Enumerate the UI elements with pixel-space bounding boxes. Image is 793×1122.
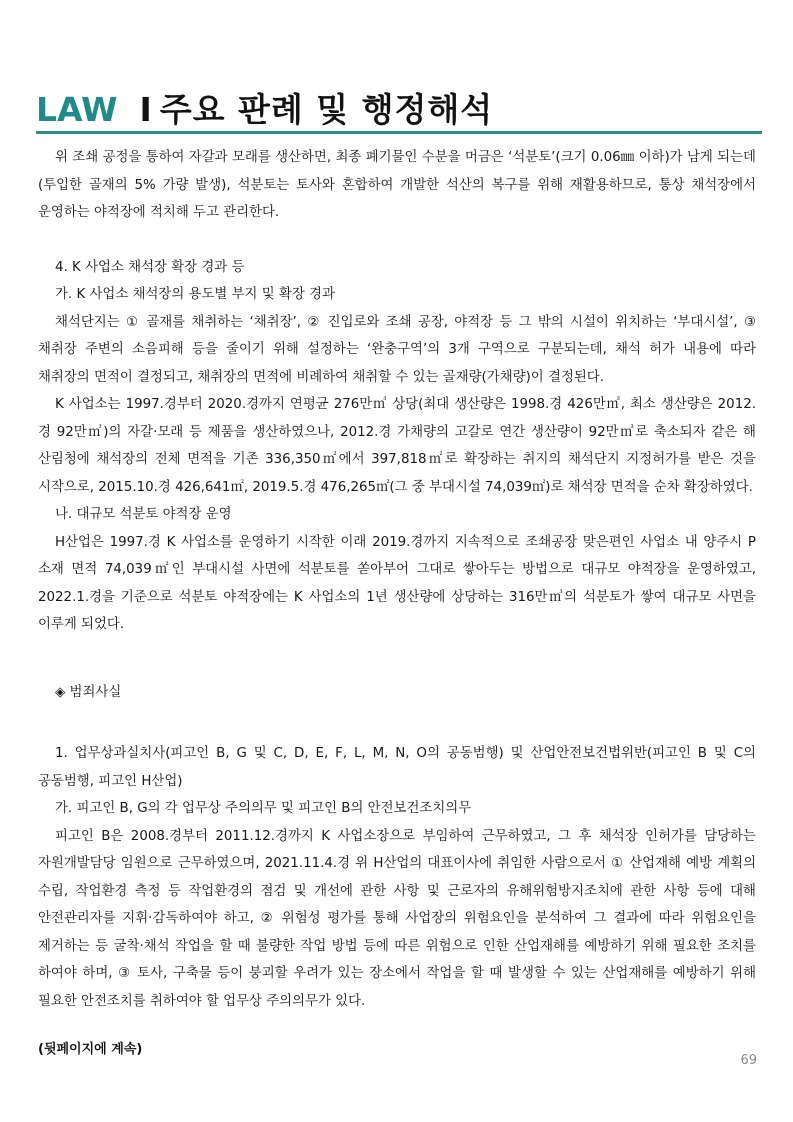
page-header (36, 84, 493, 130)
spacer (38, 706, 756, 740)
paragraph-defendant-b: 피고인 B은 2008.경부터 2011.12.경까지 K 사업소장으로 부임하여 근무하였고, 그 후 채석장 인허가를 담당하는 자원개발담당 임원으로 근무하였으며, 2021.11.4.경 위 H산업의 대표이사에 취임한 사람으로서 ① 산업재해 예방 계획의 수립, 작업환경 측정 등 작업환경의 점검 및 개선에 관한 사항 및 근로자의 유해위험방지조치에 관한 사항 등에 대해 안전관리자를 지휘·감독하여야 하고, ② 위험성 평가를 통해 사업장의 위험요인을 분석하여 그 결과에 따라 위험요인을 제거하는 등 굴착·채석 작업을 할 때 불량한 작업 방법 등에 따른 위험으로 인한 산업재해를 예방하기 위해 필요한 조치를 하여야 하며, ③ 토사, 구축물 등이 붕괴할 우려가 있는 장소에서 작업을 할 때 발생할 수 있는 산업재해를 예방하기 위해 필요한 안전조치를 취하여야 할 업무상 주의의무가 있다. (38, 828, 757, 1009)
header-rule (36, 131, 762, 134)
spacer (38, 227, 756, 254)
paragraph-crushing-process: 위 조쇄 공정을 통하여 자갈과 모래를 생산하면, 최종 폐기물인 수분을 머금은 ‘석분토’(크기 0.06㎜ 이하)가 남게 되는데(투입한 골재의 5% 가량 발생), 석분토는 토사와 혼합하여 개발한 석산의 복구를 위해 재활용하므로, 통상 채석장에서 운영하는 야적장에 적치해 두고 관리한다. (38, 150, 756, 220)
spacer (38, 639, 756, 679)
page-number: 69 (740, 1053, 757, 1068)
brand-label: LAW (36, 90, 118, 129)
subheading-duty-of-care: 가. 피고인 B, G의 각 업무상 주의의무 및 피고인 B의 안전보건조치의무 (55, 801, 472, 816)
subheading-site-usage: 가. K 사업소 채석장의 용도별 부지 및 확장 경과 (55, 287, 335, 302)
paragraph-production-history: K 사업소는 1997.경부터 2020.경까지 연평균 276만㎥ 상당(최대 생산량은 1998.경 426만㎥, 최소 생산량은 2012.경 92만㎥)의 자갈·모래 등 제품을 생산하였으나, 2012.경 가채량의 고갈로 연간 생산량이 92만㎥로 축소되자 같은 해 산림청에 채석장의 전체 면적을 기존 336,350㎡에서 397,818㎡로 확장하는 취지의 채석단지 지정허가를 받은 것을 시작으로, 2015.10.경 426,641㎡, 2019.5.경 476,265㎡(그 중 부대시설 74,039㎡)로 채석장 면적을 순차 확장하였다. (38, 397, 756, 495)
document-body (38, 144, 756, 1015)
heading-expansion-history: 4. K 사업소 채석장 확장 경과 등 (55, 259, 245, 275)
continued-next-page-note: (뒷페이지에 계속) (38, 1042, 143, 1057)
page-title: 주요 판례 및 행정해석 (159, 90, 494, 129)
paragraph-charges: 1. 업무상과실치사(피고인 B, G 및 C, D, E, F, L, M, N, O의 공동범행) 및 산업안전보건법위반(피고인 B 및 C의 공동범행, 피고인 H산업) (38, 746, 756, 789)
section-criminal-facts: ◈ 범죄사실 (55, 684, 122, 700)
subheading-stockpile-operation: 나. 대규모 석분토 야적장 운영 (55, 507, 232, 522)
title-separator: I (139, 90, 152, 129)
paragraph-quarry-zones: 채석단지는 ① 골재를 채취하는 ‘채취장’, ② 진입로와 조쇄 공장, 야적장 등 그 밖의 시설이 위치하는 ‘부대시설’, ③ 채취장 주변의 소음피해 등을 줄이기 위해 설정하는 ‘완충구역’의 3개 구역으로 구분되는데, 채석 허가 내용에 따라 채취장의 면적이 결정되고, 채취장의 면적에 비례하여 채취할 수 있는 골재량(가채량)이 결정된다. (38, 314, 756, 385)
paragraph-stockpile: H산업은 1997.경 K 사업소를 운영하기 시작한 이래 2019.경까지 지속적으로 조쇄공장 맞은편인 사업소 내 양주시 P 소재 면적 74,039㎡인 부대시설 사면에 석분토를 쏟아부어 그대로 쌓아두는 방법으로 대규모 야적장을 운영하였고, 2022.1.경을 기준으로 석분토 야적장에는 K 사업소의 1년 생산량에 상당하는 316만㎥의 석분토가 쌓여 대규모 사면을 이루게 되었다. (38, 534, 756, 632)
